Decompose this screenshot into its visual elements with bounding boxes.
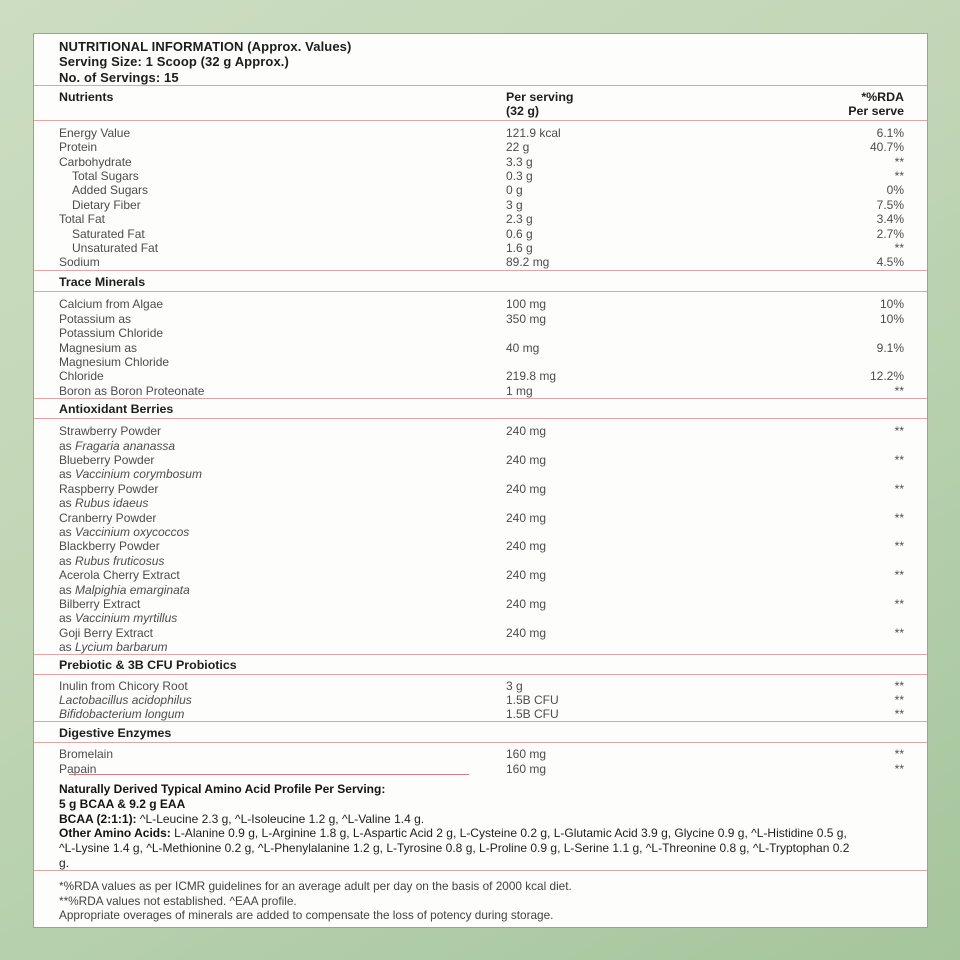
section-header-probiotics: Prebiotic & 3B CFU Probiotics bbox=[34, 654, 927, 675]
nutrient-label: Papain bbox=[59, 761, 97, 776]
nutrient-label: Inulin from Chicory Root bbox=[59, 678, 188, 693]
amount-value: 1.6 g bbox=[506, 241, 533, 256]
nutrient-label: Dietary Fiber bbox=[72, 197, 141, 212]
rda-value: ** bbox=[894, 692, 904, 707]
table-row bbox=[59, 597, 904, 626]
table-row bbox=[59, 679, 904, 693]
nutrient-label: Protein bbox=[59, 140, 98, 155]
table-row bbox=[59, 198, 904, 212]
servings-count: No. of Servings: 15 bbox=[59, 69, 179, 85]
rda-value: 12.2% bbox=[869, 369, 904, 384]
col-nutrients: Nutrients bbox=[59, 89, 114, 104]
amount-value: 240 mg bbox=[506, 424, 547, 439]
table-row bbox=[59, 227, 904, 241]
amount-value: 1.5B CFU bbox=[506, 707, 559, 722]
section-header-digestive-enzymes: Digestive Enzymes bbox=[34, 721, 927, 743]
nutrient-label: Boron as Boron Proteonate bbox=[59, 383, 205, 398]
nutrient-label: Total Sugars bbox=[72, 169, 139, 184]
amount-value: 1.5B CFU bbox=[506, 692, 559, 707]
amount-value: 240 mg bbox=[506, 452, 547, 467]
nutrient-label: Blackberry Powder as Rubus fruticosus bbox=[59, 539, 165, 568]
table-row bbox=[59, 707, 904, 721]
nutrient-label: Acerola Cherry Extract as Malpighia emarginata bbox=[59, 568, 190, 597]
rda-value: 40.7% bbox=[869, 140, 904, 155]
nutrient-label: Potassium as Potassium Chloride bbox=[59, 311, 164, 341]
nutrient-label: Raspberry Powder as Rubus idaeus bbox=[59, 481, 159, 511]
rda-value: ** bbox=[894, 539, 904, 554]
table-row bbox=[59, 539, 904, 568]
nutrient-label: Blueberry Powder as Vaccinium corymbosum bbox=[59, 452, 202, 482]
table-row bbox=[59, 453, 904, 482]
rda-value: ** bbox=[894, 510, 904, 525]
latin-name: Rubus idaeus bbox=[75, 496, 149, 511]
rda-value: ** bbox=[894, 568, 904, 583]
amount-value: 240 mg bbox=[506, 510, 547, 525]
amount-value: 240 mg bbox=[506, 568, 547, 583]
rda-value: 2.7% bbox=[876, 226, 904, 241]
latin-name: Rubus fruticosus bbox=[75, 553, 165, 568]
latin-name: Lycium barbarum bbox=[75, 640, 168, 654]
table-row bbox=[59, 511, 904, 540]
amount-value: 3 g bbox=[506, 197, 523, 212]
footnote-overages: Appropriate overages of minerals are added to compensate the loss of potency during storage. bbox=[59, 908, 554, 923]
rda-value: ** bbox=[894, 169, 904, 184]
nutrient-label: Strawberry Powder as Fragaria ananassa bbox=[59, 424, 176, 453]
nutrient-label: Sodium bbox=[59, 255, 100, 270]
amount-value: 2.3 g bbox=[506, 212, 533, 227]
serving-size: Serving Size: 1 Scoop (32 g Approx.) bbox=[59, 54, 289, 70]
table-row bbox=[59, 155, 904, 169]
rda-value: ** bbox=[894, 747, 904, 762]
column-header-row bbox=[34, 86, 927, 121]
amount-value: 240 mg bbox=[506, 539, 547, 554]
nutrient-label: Carbohydrate bbox=[59, 154, 132, 169]
trace-minerals-section bbox=[34, 292, 927, 398]
amount-value: 3.3 g bbox=[506, 154, 533, 169]
rda-value: ** bbox=[894, 597, 904, 612]
nutrient-label: Cranberry Powder as Vaccinium oxycoccos bbox=[59, 510, 190, 539]
footnotes bbox=[34, 870, 927, 927]
amount-value: 350 mg bbox=[506, 311, 547, 326]
amount-value: 100 mg bbox=[506, 297, 547, 312]
section-header-trace-minerals: Trace Minerals bbox=[34, 270, 927, 292]
latin-name: Malpighia emarginata bbox=[75, 582, 190, 597]
nutrient-label: Added Sugars bbox=[72, 183, 149, 198]
nutrient-label: Calcium from Algae bbox=[59, 297, 164, 312]
latin-name: Vaccinium oxycoccos bbox=[75, 524, 190, 539]
rda-value: 4.5% bbox=[876, 255, 904, 270]
amount-value: 0.3 g bbox=[506, 169, 533, 184]
amount-value: 89.2 mg bbox=[506, 255, 550, 270]
table-row bbox=[59, 312, 904, 341]
table-row bbox=[59, 626, 904, 654]
rda-value: 6.1% bbox=[876, 125, 904, 140]
nutrients-section bbox=[34, 121, 927, 271]
nutrition-facts-panel bbox=[33, 33, 928, 928]
nutrient-label: Goji Berry Extract as Lycium barbarum bbox=[59, 625, 168, 654]
rda-value: ** bbox=[894, 383, 904, 398]
amount-value: 0 g bbox=[506, 183, 523, 198]
nutrient-label: Saturated Fat bbox=[72, 226, 145, 241]
amount-value: 160 mg bbox=[506, 761, 547, 776]
rda-value: ** bbox=[894, 761, 904, 776]
table-row bbox=[59, 169, 904, 183]
rda-value: ** bbox=[894, 481, 904, 496]
nutrient-label: Bilberry Extract as Vaccinium myrtillus bbox=[59, 597, 178, 626]
table-row bbox=[59, 424, 904, 453]
probiotics-section bbox=[34, 675, 927, 722]
amount-value: 240 mg bbox=[506, 597, 547, 612]
nutrient-label: Total Fat bbox=[59, 212, 106, 227]
divider-line bbox=[69, 774, 469, 775]
rda-value: 0% bbox=[886, 183, 904, 198]
amount-value: 3 g bbox=[506, 678, 523, 693]
amount-value: 1 mg bbox=[506, 383, 533, 398]
footnote-rda: *%RDA values as per ICMR guidelines for an average adult per day on the basis of 2000 kcal diet. bbox=[59, 879, 572, 894]
rda-value: ** bbox=[894, 625, 904, 640]
bcaa-values: ^L-Leucine 2.3 g, ^L-Isoleucine 1.2 g, ^L-Valine 1.4 g. bbox=[139, 811, 425, 826]
table-row bbox=[59, 568, 904, 597]
col-per-serving: Per serving (32 g) bbox=[506, 89, 574, 119]
section-header-antioxidant-berries: Antioxidant Berries bbox=[34, 398, 927, 419]
nutrient-label: Unsaturated Fat bbox=[72, 241, 159, 256]
latin-name: Fragaria ananassa bbox=[75, 438, 176, 453]
nutrient-label: Bromelain bbox=[59, 747, 114, 762]
table-row bbox=[59, 255, 904, 269]
latin-name: Vaccinium corymbosum bbox=[75, 467, 202, 482]
table-row bbox=[59, 183, 904, 197]
rda-value: ** bbox=[894, 707, 904, 722]
nutrient-label: Lactobacillus acidophilus bbox=[59, 692, 192, 707]
amount-value: 240 mg bbox=[506, 481, 547, 496]
antioxidant-berries-section bbox=[34, 419, 927, 653]
col-rda: *%RDA Per serve bbox=[848, 89, 904, 119]
amount-value: 160 mg bbox=[506, 747, 547, 762]
rda-value: ** bbox=[894, 241, 904, 256]
table-row bbox=[59, 140, 904, 154]
amount-value: 22 g bbox=[506, 140, 530, 155]
rda-value: 9.1% bbox=[876, 340, 904, 355]
table-row bbox=[59, 747, 904, 761]
rda-value: ** bbox=[894, 154, 904, 169]
panel-header bbox=[34, 34, 927, 86]
rda-value: ** bbox=[894, 678, 904, 693]
latin-name: Vaccinium myrtillus bbox=[75, 611, 178, 626]
table-row bbox=[59, 384, 904, 398]
amino-acid-profile bbox=[34, 776, 927, 870]
rda-value: 7.5% bbox=[876, 197, 904, 212]
nutrient-label: Chloride bbox=[59, 369, 104, 384]
amount-value: 219.8 mg bbox=[506, 369, 557, 384]
nutrition-title: NUTRITIONAL INFORMATION (Approx. Values) bbox=[59, 39, 352, 54]
rda-value: 3.4% bbox=[876, 212, 904, 227]
table-row bbox=[59, 241, 904, 255]
amount-value: 0.6 g bbox=[506, 226, 533, 241]
nutrient-label: Energy Value bbox=[59, 125, 131, 140]
other-amino-values: L-Alanine 0.9 g, L-Arginine 1.8 g, L-Aspartic Acid 2 g, L-Cysteine 0.2 g, L-Glutamic Acid 3.9 g, Glycine 0.9 g, ^L-Histidine 0.5 g, ^L-Lysine 1.4 g, ^L-Methionine 0.2 g, ^L-Phenylalanine 1.2 g, L-Tyrosine 0.8 g, L-Proline 0.9 g, L-Serine 1.1 g, ^L-Threonine 0.8 g, ^L-Tryptophan 0.2 g. bbox=[59, 826, 850, 870]
nutrient-label: Bifidobacterium longum bbox=[59, 707, 185, 722]
rda-value: 10% bbox=[879, 311, 904, 326]
table-row bbox=[59, 297, 904, 311]
digestive-enzymes-section bbox=[34, 743, 927, 776]
rda-value: ** bbox=[894, 452, 904, 467]
table-row bbox=[59, 212, 904, 226]
other-amino-label: Other Amino Acids: bbox=[59, 826, 171, 841]
amount-value: 121.9 kcal bbox=[506, 125, 561, 140]
table-row bbox=[59, 369, 904, 383]
rda-value: 10% bbox=[879, 297, 904, 312]
amino-title: Naturally Derived Typical Amino Acid Profile Per Serving: bbox=[59, 782, 386, 797]
footnote-not-established: **%RDA values not established. ^EAA profile. bbox=[59, 893, 297, 908]
amount-value: 240 mg bbox=[506, 625, 547, 640]
nutrient-label: Magnesium as Magnesium Chloride bbox=[59, 340, 170, 370]
rda-value: ** bbox=[894, 424, 904, 439]
amount-value: 40 mg bbox=[506, 340, 540, 355]
bcaa-label: BCAA (2:1:1): bbox=[59, 811, 137, 826]
table-row bbox=[59, 693, 904, 707]
table-row bbox=[59, 126, 904, 140]
table-row bbox=[59, 482, 904, 511]
table-row bbox=[59, 341, 904, 370]
amino-subtitle: 5 g BCAA & 9.2 g EAA bbox=[59, 797, 186, 812]
